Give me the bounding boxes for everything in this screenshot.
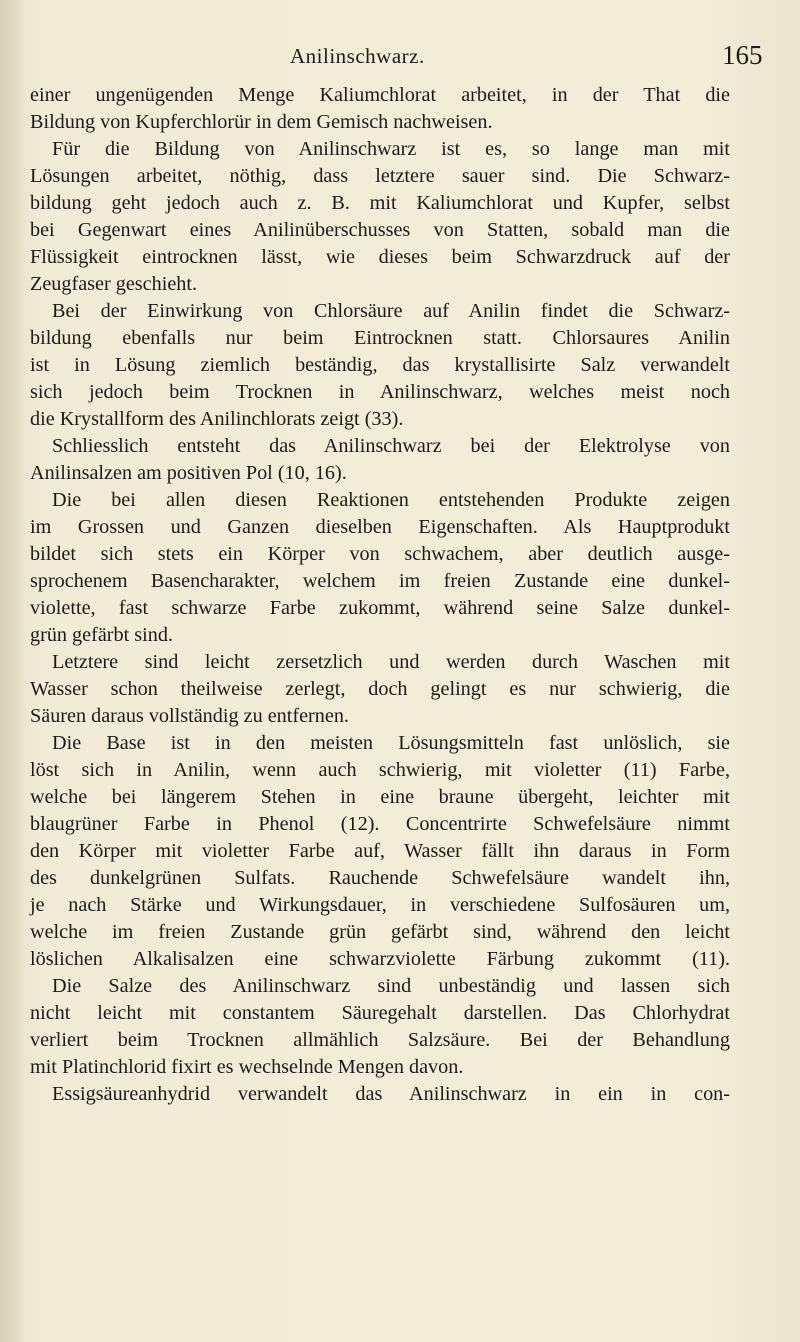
text-line: welche im freien Zustande grün gefärbt sind, während den leicht (30, 921, 730, 943)
text-line: bildung geht jedoch auch z. B. mit Kaliumchlorat und Kupfer, selbst (30, 192, 730, 214)
text-line: je nach Stärke und Wirkungsdauer, in verschiedene Sulfosäuren um, (30, 894, 730, 916)
text-line: sich jedoch beim Trocknen in Anilinschwarz, welches meist noch (30, 381, 730, 403)
text-line: sprochenem Basencharakter, welchem im freien Zustande eine dunkel- (30, 570, 730, 592)
text-line: Letztere sind leicht zersetzlich und werden durch Waschen mit (52, 651, 730, 673)
text-line: Anilinsalzen am positiven Pol (10, 16). (30, 462, 347, 484)
page-number: 165 (722, 40, 763, 70)
text-line: des dunkelgrünen Sulfats. Rauchende Schwefelsäure wandelt ihn, (30, 867, 730, 889)
text-line: Flüssigkeit eintrocknen lässt, wie dieses beim Schwarzdruck auf der (30, 246, 730, 268)
text-line: bei Gegenwart eines Anilinüberschusses von Statten, sobald man die (30, 219, 730, 241)
text-line: welche bei längerem Stehen in eine braune übergeht, leichter mit (30, 786, 730, 808)
text-line: bildet sich stets ein Körper von schwachem, aber deutlich ausge- (30, 543, 730, 565)
text-line: Bildung von Kupferchlorür in dem Gemisch nachweisen. (30, 111, 493, 133)
text-line: blaugrüner Farbe in Phenol (12). Concentrirte Schwefelsäure nimmt (30, 813, 730, 835)
text-line: Essigsäureanhydrid verwandelt das Anilinschwarz in ein in con- (52, 1083, 730, 1105)
text-line: Zeugfaser geschieht. (30, 273, 198, 295)
text-line: im Grossen und Ganzen dieselben Eigenschaften. Als Hauptprodukt (30, 516, 730, 538)
running-title: Anilinschwarz. (290, 44, 425, 68)
body-text (30, 82, 730, 1108)
text-line: ist in Lösung ziemlich beständig, das krystallisirte Salz verwandelt (30, 354, 730, 376)
text-line: Bei der Einwirkung von Chlorsäure auf Anilin findet die Schwarz- (52, 300, 730, 322)
binding-shadow (0, 0, 26, 1342)
text-line: Für die Bildung von Anilinschwarz ist es, so lange man mit (52, 138, 730, 160)
text-line: violette, fast schwarze Farbe zukommt, während seine Salze dunkel- (30, 597, 730, 619)
text-line: Die bei allen diesen Reaktionen entstehenden Produkte zeigen (52, 489, 730, 511)
text-line: mit Platinchlorid fixirt es wechselnde Mengen davon. (30, 1056, 464, 1078)
text-line: Schliesslich entsteht das Anilinschwarz bei der Elektrolyse von (52, 435, 730, 457)
text-line: bildung ebenfalls nur beim Eintrocknen statt. Chlorsaures Anilin (30, 327, 730, 349)
text-line: löslichen Alkalisalzen eine schwarzviolette Färbung zukommt (11). (30, 948, 730, 970)
text-line: Die Base ist in den meisten Lösungsmitteln fast unlöslich, sie (52, 732, 730, 754)
text-line: Säuren daraus vollständig zu entfernen. (30, 705, 349, 727)
text-line: die Krystallform des Anilinchlorats zeigt (33). (30, 408, 404, 430)
text-line: Wasser schon theilweise zerlegt, doch gelingt es nur schwierig, die (30, 678, 730, 700)
text-line: grün gefärbt sind. (30, 624, 173, 646)
running-head (0, 40, 800, 80)
text-line: einer ungenügenden Menge Kaliumchlorat arbeitet, in der That die (30, 84, 730, 106)
text-line: Lösungen arbeitet, nöthig, dass letztere sauer sind. Die Schwarz- (30, 165, 730, 187)
text-line: Die Salze des Anilinschwarz sind unbeständig und lassen sich (52, 975, 730, 997)
text-line: den Körper mit violetter Farbe auf, Wasser fällt ihn daraus in Form (30, 840, 730, 862)
text-line: verliert beim Trocknen allmählich Salzsäure. Bei der Behandlung (30, 1029, 730, 1051)
text-line: löst sich in Anilin, wenn auch schwierig, mit violetter (11) Farbe, (30, 759, 730, 781)
text-line: nicht leicht mit constantem Säuregehalt darstellen. Das Chlorhydrat (30, 1002, 730, 1024)
